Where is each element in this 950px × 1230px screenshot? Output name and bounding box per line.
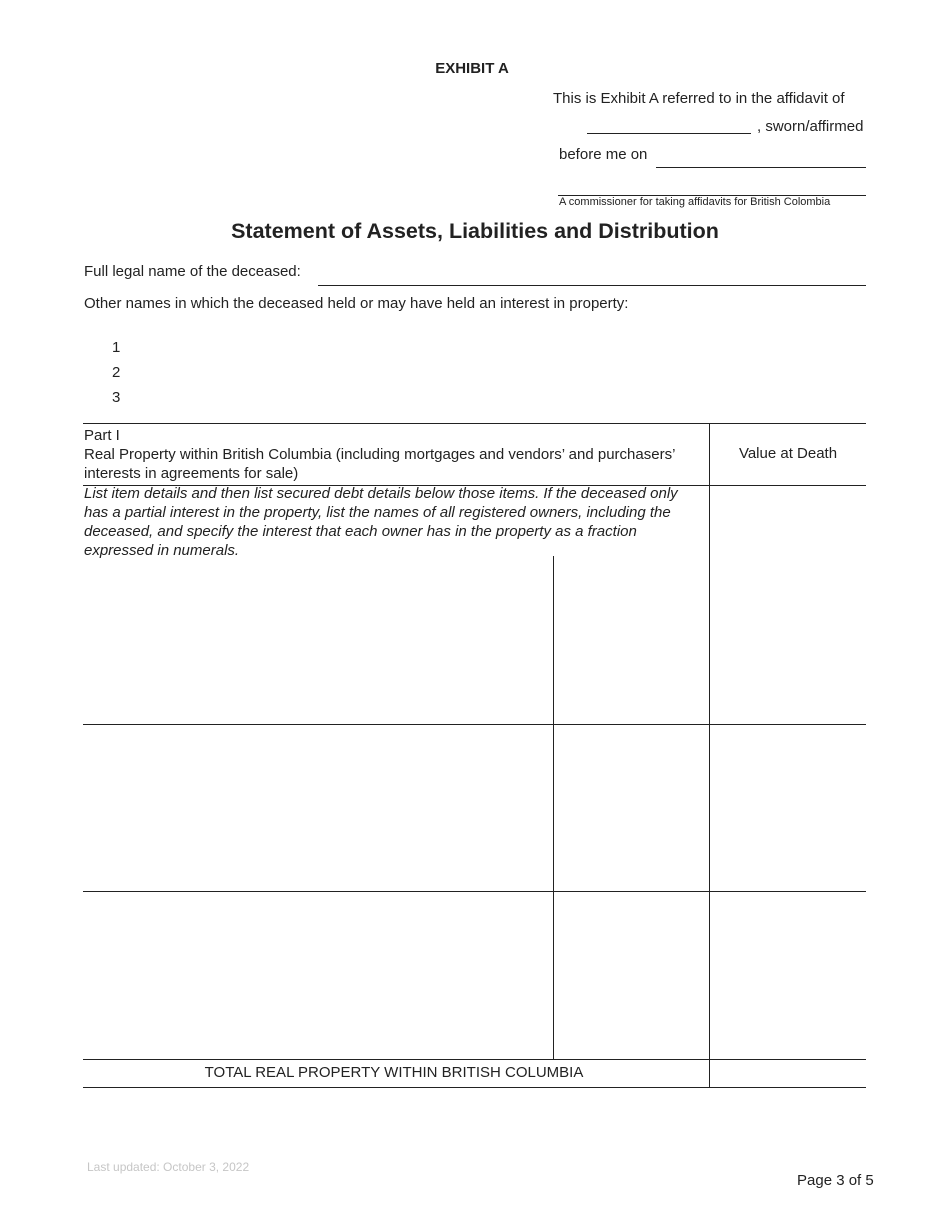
part-description: Real Property within British Columbia (including mortgages and vendors’ and purchasers’ interests in agreements for sale): [84, 446, 675, 482]
value-at-death-header: Value at Death: [738, 445, 838, 462]
table-row[interactable]: [84, 726, 552, 890]
other-name-item: 2: [112, 364, 121, 381]
exhibit-label: EXHIBIT A: [435, 60, 509, 77]
deceased-name-field[interactable]: [318, 267, 866, 286]
other-name-item: 1: [112, 339, 121, 356]
other-names-label: Other names in which the deceased held or may have held an interest in property:: [84, 295, 629, 312]
affiant-name-field[interactable]: [587, 115, 751, 134]
table-top-border: [83, 423, 866, 424]
debt-column-divider: [553, 556, 554, 1059]
table-bottom-border: [83, 1087, 866, 1088]
deceased-name-label: Full legal name of the deceased:: [84, 263, 301, 280]
row-divider: [83, 891, 866, 892]
sworn-date-field[interactable]: [656, 149, 866, 168]
part-instructions: List item details and then list secured debt details below those items. If the deceased only has a partial interest in the property, list the names of all registered owners, including the deceased, and specify the interest that each owner has in the property as a fraction expressed in numerals.: [84, 485, 678, 559]
other-name-item: 3: [112, 389, 121, 406]
table-row[interactable]: [84, 893, 552, 1057]
table-row[interactable]: [84, 557, 552, 723]
part-label: Part I: [84, 427, 120, 444]
before-me-text: before me on: [559, 146, 648, 163]
row-divider: [83, 724, 866, 725]
page-title: Statement of Assets, Liabilities and Distribution: [231, 219, 719, 243]
last-updated: Last updated: October 3, 2022: [87, 1160, 250, 1174]
total-label: TOTAL REAL PROPERTY WITHIN BRITISH COLUMBIA: [204, 1064, 584, 1081]
commissioner-caption: A commissioner for taking affidavits for British Colombia: [559, 196, 831, 208]
row-divider: [83, 1059, 866, 1060]
affidavit-text: This is Exhibit A referred to in the affidavit of: [553, 90, 845, 107]
page-number: Page 3 of 5: [797, 1172, 874, 1189]
value-column-divider: [709, 423, 710, 1087]
sworn-affirmed-text: , sworn/affirmed: [757, 118, 864, 135]
